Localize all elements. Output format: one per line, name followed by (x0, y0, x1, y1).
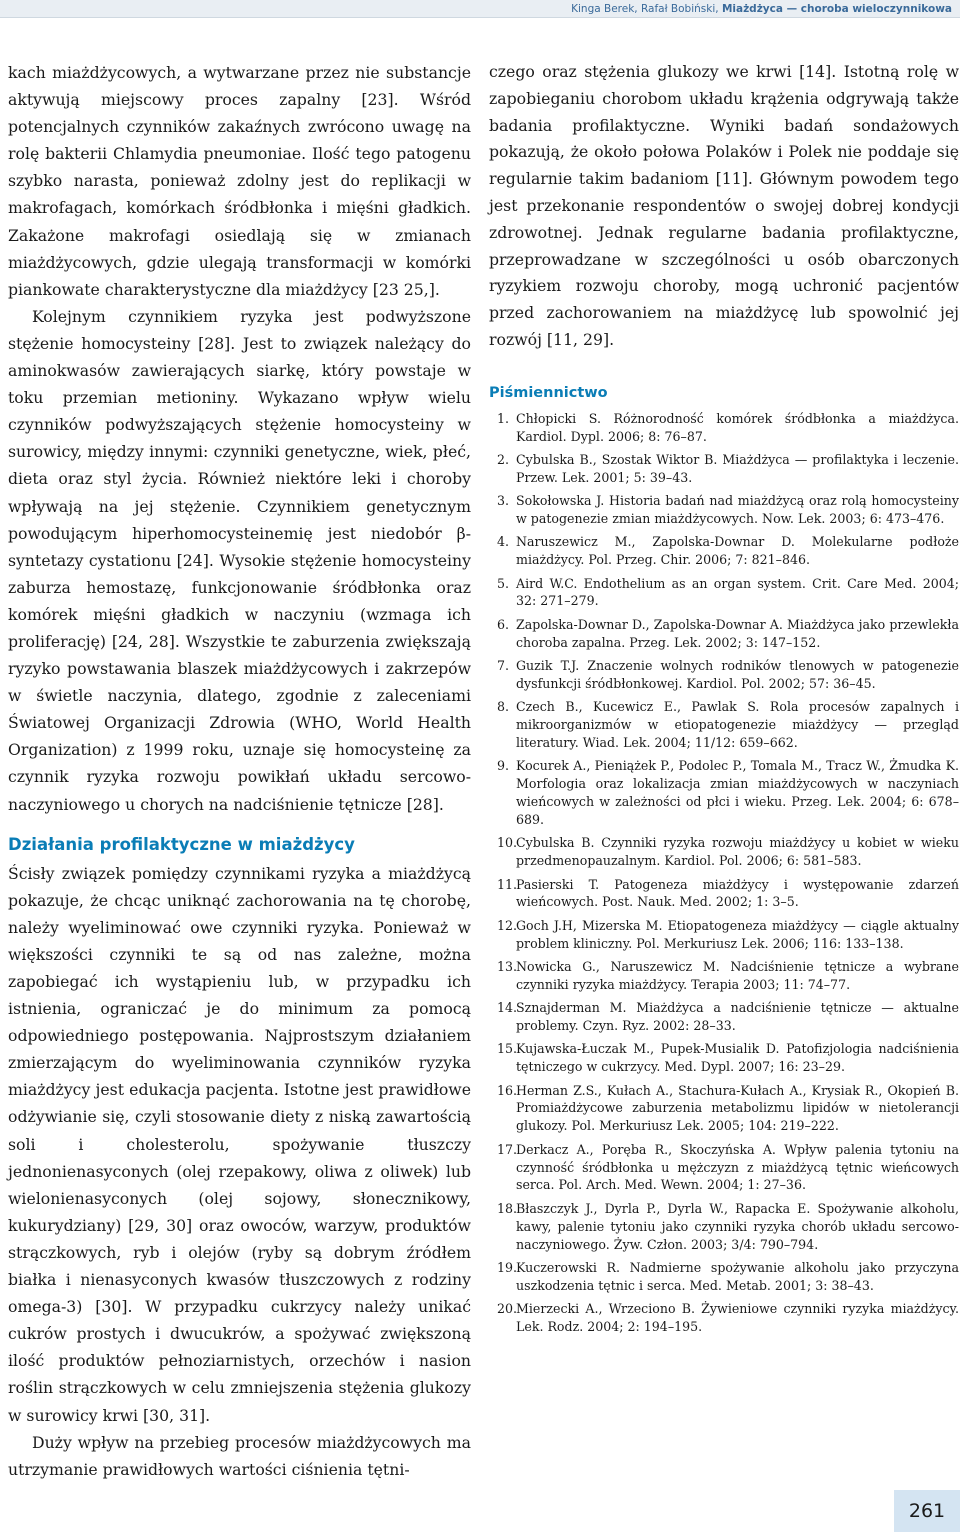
reference-number: 4. (497, 534, 510, 550)
reference-text: Chłopicki S. Różnorodność komórek śródbłonka a miażdżyca. Kardiol. Dypl. 2006; 8: 76–87. (516, 410, 959, 444)
reference-text: Guzik T.J. Znaczenie wolnych rodników tlenowych w patogenezie dysfunkcji śródbłonkowej. Kardiol. Pol. 2002; 57: 36–45. (516, 657, 959, 691)
references-heading: Piśmiennictwo (489, 384, 608, 401)
reference-text: Kuczerowski R. Nadmierne spożywanie alkoholu jako przyczyna uszkodzenia tętnic i serca. Med. Metab. 2001; 3: 38–43. (516, 1259, 959, 1293)
reference-number: 19. (497, 1259, 518, 1275)
reference-item (489, 657, 959, 693)
reference-item (489, 698, 959, 752)
paragraph-screening: czego oraz stężenia glukozy we krwi [14]. Istotną rolę w zapobieganiu chorobom układu krążenia odgrywają także badania profilaktyczne. Wyniki badań sondażowych pokazują, że około połowa Polaków i Polek nie poddaje się regularnie takim badaniom [11]. Głównym powodem tego jest przekonanie respondentów o swojej dobrej kondycji zdrowotnej. Jednak regularne badania profilaktyczne, przeprowadzane w szczególności u osób obarczonych ryzykiem rozwoju choroby, mogą uchronić pacjentów przed zachorowaniem na miażdżycę lub spowolnić jej rozwój [11, 29]. (489, 62, 959, 349)
reference-text: Goch J.H, Mizerska M. Etiopatogeneza miażdżycy — ciągle aktualny problem kliniczny. Pol. Merkuriusz Lek. 2006; 116: 133–138. (516, 917, 959, 951)
reference-text: Herman Z.S., Kułach A., Stachura-Kułach A., Krysiak R., Okopień B. Promiażdżycowe zaburzenia metabolizmu lipidów w nietolerancji glukozy. Pol. Merkuriusz Lek. 2005; 104: 219–222. (516, 1082, 959, 1134)
reference-item (489, 757, 959, 829)
reference-text: Cybulska B., Szostak Wiktor B. Miażdżyca — profilaktyka i leczenie. Przew. Lek. 2001; 5: 39–43. (516, 451, 959, 485)
reference-item (489, 616, 959, 652)
reference-item (489, 451, 959, 487)
reference-list (489, 410, 959, 1336)
reference-text: Aird W.C. Endothelium as an organ system. Crit. Care Med. 2004; 32: 271–279. (516, 575, 959, 609)
reference-number: 16. (497, 1082, 518, 1098)
reference-item (489, 1200, 959, 1254)
reference-text: Derkacz A., Poręba R., Skoczyńska A. Wpływ palenia tytoniu na czynność śródbłonka u mężczyzn z miażdżycą tętnic wieńcowych serca. Pol. Arch. Med. Wewn. 2004; 1: 27–36. (516, 1141, 959, 1193)
reference-text: Kujawska-Łuczak M., Pupek-Musialik D. Patofizjologia nadciśnienia tętniczego w cukrzycy. Med. Dypl. 2007; 16: 23–29. (516, 1041, 959, 1075)
reference-text: Błaszczyk J., Dyrla P., Dyrla W., Rapacka E. Spożywanie alkoholu, kawy, palenie tytoniu jako czynniki ryzyka chorób układu sercowo-naczyniowego. Żyw. Człon. 2003; 3/4: 790–794. (516, 1200, 959, 1252)
left-column (8, 59, 471, 1483)
reference-item (489, 533, 959, 569)
reference-number: 1. (497, 410, 510, 426)
reference-item (489, 1040, 959, 1076)
reference-number: 9. (497, 758, 510, 774)
section-heading-prevention: Działania profilaktyczne w miażdżycy (8, 834, 355, 854)
reference-text: Czech B., Kucewicz E., Pawlak S. Rola procesów zapalnych i mikroorganizmów w etiopatogenezie miażdżycy — przegląd literatury. Wiad. Lek. 2004; 11/12: 659–662. (516, 699, 959, 750)
reference-item (489, 917, 959, 953)
reference-number: 14. (497, 1000, 518, 1016)
reference-text: Kocurek A., Pieniążek P., Podolec P., Tomala M., Tracz W., Żmudka K. Morfologia oraz lokalizacja zmian miażdżycowych w naczyniach wieńcowych w zależności od płci i wieku. Przeg. Lek. 2004; 6: 678–689. (516, 758, 959, 828)
reference-number: 6. (497, 616, 510, 632)
reference-text: Sokołowska J. Historia badań nad miażdżycą oraz rolą homocysteiny w patogenezie zmian miażdżycowych. Now. Lek. 2003; 6: 473–476. (516, 493, 959, 527)
reference-number: 10. (497, 835, 518, 851)
page-number: 261 (894, 1490, 960, 1532)
reference-number: 13. (497, 958, 518, 974)
reference-item (489, 1141, 959, 1195)
reference-text: Zapolska-Downar D., Zapolska-Downar A. Miażdżyca jako przewlekła choroba zapalna. Przeg. Lek. 2002; 3: 147–152. (516, 616, 959, 650)
reference-number: 15. (497, 1041, 518, 1057)
reference-item (489, 876, 959, 912)
reference-text: Naruszewicz M., Zapolska-Downar D. Molekularne podłoże miażdżycy. Pol. Przeg. Chir. 2006; 7: 821–846. (516, 534, 959, 568)
reference-item (489, 958, 959, 994)
reference-item (489, 834, 959, 870)
reference-item (489, 410, 959, 446)
paragraph-infection: kach miażdżycowych, a wytwarzane przez nie substancje aktywują miejscowy proces zapalny [23]. Wśród potencjalnych czynników zakaźnych zwrócono uwagę na rolę bakterii Chlamydia pneumoniae. Ilość tego patogenu szybko narasta, ponieważ zdolny jest do replikacji w makrofagach, komórkach śródbłonka i mięśni gładkich. Zakażone makrofagi osiedlają się w zmianach miażdżycowych, gdzie ulegają transformacji w komórki piankowate charakterystyczne dla miażdżycy [23 25,]. (8, 63, 471, 299)
right-column (489, 59, 959, 1341)
reference-item (489, 1082, 959, 1136)
reference-number: 2. (497, 451, 510, 467)
reference-item (489, 492, 959, 528)
reference-number: 18. (497, 1200, 518, 1216)
reference-text: Sznajderman M. Miażdżyca a nadciśnienie tętnicze — aktualne problemy. Czyn. Ryz. 2002: 28–33. (516, 1000, 959, 1034)
reference-text: Pasierski T. Patogeneza miażdżycy i występowanie zdarzeń wieńcowych. Post. Nauk. Med. 2002; 1: 3–5. (516, 876, 959, 910)
running-head (0, 0, 960, 18)
paragraph-blood-pressure: Duży wpływ na przebieg procesów miażdżycowych ma utrzymanie prawidłowych wartości ciśnienia tętni- (8, 1432, 471, 1479)
paragraph-prevention: Ścisły związek pomiędzy czynnikami ryzyka a miażdżycą pokazuje, że chcąc uniknąć zachorowania na tę chorobę, należy wyeliminować owe czynniki ryzyka. Ponieważ w większości czynniki te są od nas zależne, można zapobiegać ich wystąpieniu lub, w przypadku ich istnienia, ograniczać je do minimum za pomocą odpowiedniego postępowania. Najprostszym działaniem zmierzającym do wyeliminowania czynników ryzyka miażdżycy jest edukacja pacjenta. Istotne jest prawidłowe odżywianie się, czyli stosowanie diety z niską zawartością soli i cholesterolu, spożywanie tłuszczy jednonienasyconych (olej rzepakowy, oliwa z oliwek) lub wielonienasyconych (olej sojowy, słonecznikowy, kukurydziany) [29, 30] oraz owoców, warzyw, produktów strączkowych, ryb i olejów (ryby są dobrym źródłem białka i nienasyconych kwasów tłuszczowych z rodziny omega-3) [30]. W przypadku cukrzycy należy unikać cukrów prostych i dwucukrów, a spożywać zwiększoną ilość produktów pełnoziarnistych, orzechów i nasion roślin strączkowych w celu zmniejszenia stężenia glukozy w surowicy krwi [30, 31]. (8, 863, 471, 1425)
reference-number: 5. (497, 575, 510, 591)
reference-text: Cybulska B. Czynniki ryzyka rozwoju miażdżycy u kobiet w wieku przedmenopauzalnym. Kardiol. Pol. 2006; 6: 581–583. (516, 835, 959, 869)
reference-text: Mierzecki A., Wrzeciono B. Żywieniowe czynniki ryzyka miażdżycy. Lek. Rodz. 2004; 2: 194–195. (516, 1301, 959, 1334)
reference-item (489, 1300, 959, 1336)
reference-number: 7. (497, 657, 510, 673)
reference-item (489, 999, 959, 1035)
running-head-topic: Miażdżyca — choroba wieloczynnikowa (721, 3, 952, 15)
reference-number: 17. (497, 1141, 518, 1157)
reference-number: 12. (497, 917, 518, 933)
reference-item (489, 575, 959, 611)
reference-number: 8. (497, 699, 510, 715)
running-head-authors: Kinga Berek, Rafał Bobiński, (571, 3, 722, 15)
reference-item (489, 1259, 959, 1295)
paragraph-homocysteine: Kolejnym czynnikiem ryzyka jest podwyższone stężenie homocysteiny [28]. Jest to związek należący do aminokwasów zawierających siarkę, który powstaje w toku przemian metioniny. Wykazano wpływ wielu czynników podwyższających stężenie homocysteiny w surowicy, między innymi: czynniki genetyczne, wiek, płeć, dieta oraz styl życia. Również niektóre leki i choroby wpływają na jej stężenie. Czynnikiem genetycznym powodującym hiperhomocysteinemię jest niedobór β-syntetazy cystationu [24]. Wysokie stężenie homocysteiny zaburza hemostazę, funkcjonowanie śródbłonka oraz komórek mięśni gładkich w naczyniu (wzmaga ich proliferację) [24, 28]. Wszystkie te zaburzenia zwiększają ryzyko powstawania blaszek miażdżycowych i zakrzepów w świetle naczynia, dlatego, zgodnie z zaleceniami Światowej Organizacji Zdrowia (WHO, World Health Organization) z 1999 roku, uznaje się homocysteinę za czynnik ryzyka rozwoju powikłań układu sercowo-naczyniowego u chorych na nadciśnienie tętnicze [28]. (8, 306, 471, 814)
reference-number: 20. (497, 1301, 518, 1317)
reference-number: 3. (497, 493, 510, 509)
reference-number: 11. (497, 876, 518, 892)
reference-text: Nowicka G., Naruszewicz M. Nadciśnienie tętnicze a wybrane czynniki ryzyka miażdżycy. Terapia 2003; 11: 74–77. (516, 958, 959, 992)
